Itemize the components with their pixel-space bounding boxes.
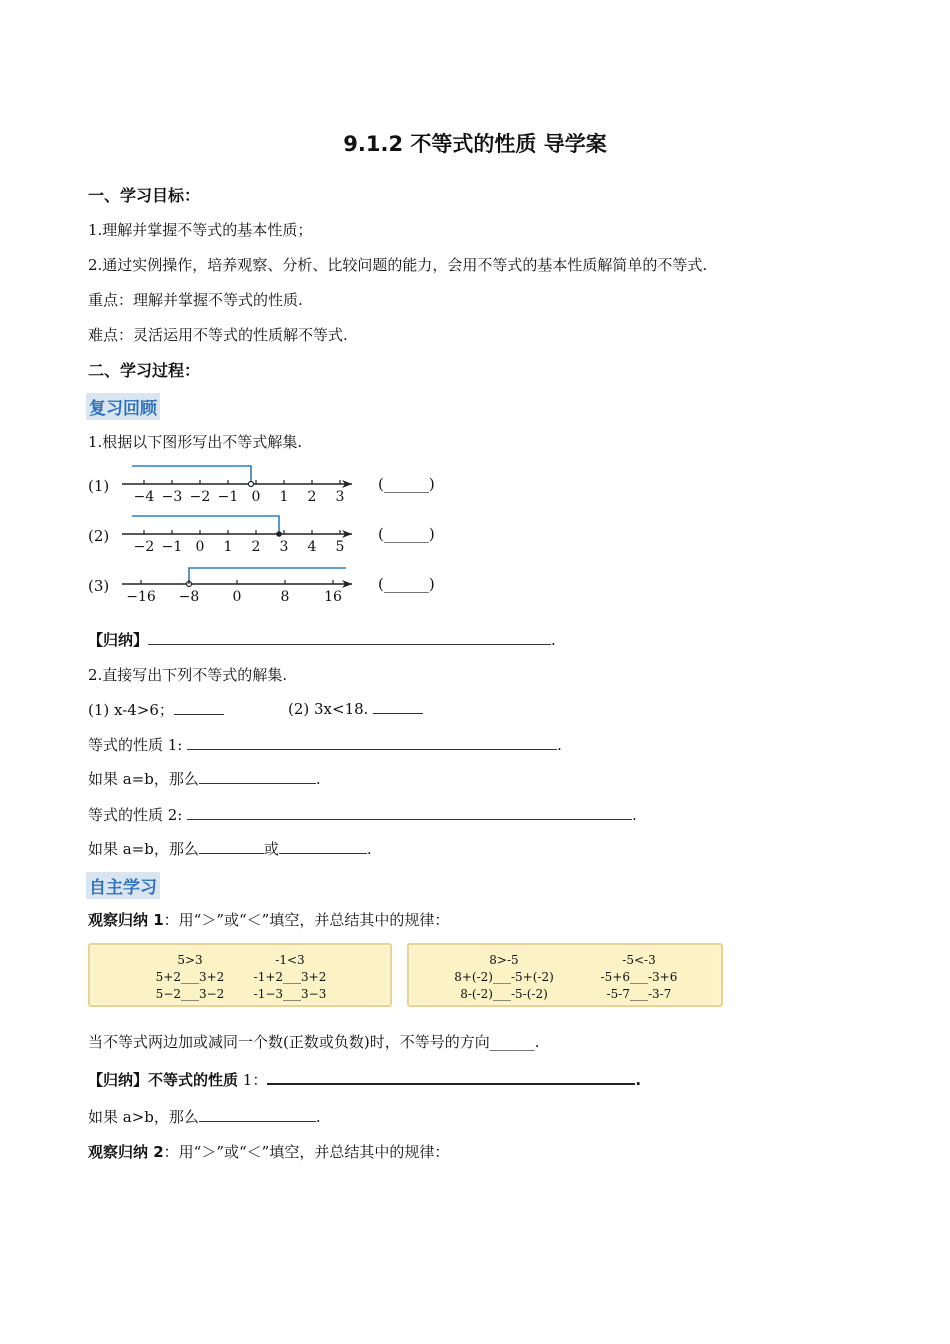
exercise-box-right bbox=[407, 943, 723, 1007]
eq-prop-2-blank[interactable] bbox=[187, 805, 632, 820]
nl3-tick-label: 0 bbox=[232, 589, 242, 605]
q2a-blank[interactable] bbox=[174, 700, 224, 715]
question-1: 1.根据以下图形写出不等式解集. bbox=[88, 433, 303, 451]
if-1-text: 如果 a=b，那么 bbox=[88, 770, 199, 788]
if-3-text: 如果 a>b，那么 bbox=[88, 1108, 199, 1126]
goal-2: 2.通过实例操作，培养观察、分析、比较问题的能力，会用不等式的基本性质解简单的不等式. bbox=[88, 256, 708, 274]
nl1-tick-label: −4 bbox=[133, 489, 155, 505]
observe-1-label: 观察归纳 1 bbox=[88, 911, 164, 929]
number-line-2-label: (2) bbox=[88, 527, 110, 545]
box-right-col2-row2: -5+6___-3+6 bbox=[600, 970, 678, 984]
review-tag: 复习回顾 bbox=[86, 393, 160, 420]
nl1-tick-label: −3 bbox=[161, 489, 183, 505]
section-heading-1: 一、学习目标： bbox=[88, 186, 201, 205]
if-2-blank-b[interactable] bbox=[279, 839, 367, 854]
observe-1-text: ：用“＞”或“＜”填空，并总结其中的规律： bbox=[163, 911, 450, 929]
observe-1-row bbox=[88, 909, 449, 930]
number-line-1 bbox=[118, 462, 358, 507]
observe-2-label: 观察归纳 2 bbox=[88, 1143, 164, 1161]
box-right-col2-row3: -5-7___-3-7 bbox=[606, 987, 672, 1001]
if-1-end: . bbox=[315, 770, 321, 788]
nl2-tick-label: −2 bbox=[133, 539, 155, 555]
nl3-tick-label: −16 bbox=[126, 589, 156, 605]
section-heading-2: 二、学习过程： bbox=[88, 361, 201, 380]
number-line-1-answer[interactable]: (______) bbox=[378, 475, 435, 493]
if-3-end: . bbox=[315, 1108, 321, 1126]
nl2-tick-label: 3 bbox=[279, 539, 289, 555]
induce-1-label: 【归纳】 bbox=[88, 631, 149, 649]
box-right-col2-row1: -5<-3 bbox=[622, 953, 656, 967]
q2b-row bbox=[288, 699, 423, 718]
q2a-text: (1) x-4>6； bbox=[88, 701, 174, 719]
if-2-text: 如果 a=b，那么 bbox=[88, 840, 199, 858]
eq-prop-1-label: 等式的性质 1: bbox=[88, 736, 183, 754]
question-2: 2.直接写出下列不等式的解集. bbox=[88, 666, 288, 684]
number-line-1-label: (1) bbox=[88, 477, 110, 495]
observe-2-text: ：用“＞”或“＜”填空，并总结其中的规律： bbox=[163, 1143, 450, 1161]
induce-2-row bbox=[88, 1069, 641, 1090]
box-left-col2-row2: -1+2___3+2 bbox=[253, 970, 327, 984]
number-line-3-label: (3) bbox=[88, 577, 110, 595]
number-line-3-answer[interactable]: (______) bbox=[378, 575, 435, 593]
difficulty-point: 难点：灵活运用不等式的性质解不等式. bbox=[88, 326, 348, 344]
nl1-tick-label: 1 bbox=[279, 489, 289, 505]
induce-1-blank[interactable] bbox=[148, 628, 551, 645]
goal-1: 1.理解并掌握不等式的基本性质； bbox=[88, 221, 313, 239]
nl1-tick-label: 2 bbox=[307, 489, 317, 505]
if-2-or: 或 bbox=[263, 840, 279, 858]
nl1-tick-label: 0 bbox=[251, 489, 261, 505]
nl2-tick-label: 5 bbox=[335, 539, 345, 555]
eq-prop-1-row bbox=[88, 734, 562, 755]
box-left-col1-row2: 5+2___3+2 bbox=[155, 970, 225, 984]
nl1-tick-label: −1 bbox=[217, 489, 239, 505]
eq-prop-2-row bbox=[88, 804, 637, 825]
if-3-row bbox=[88, 1106, 321, 1127]
conclusion-1: 当不等式两边加或减同一个数(正数或负数)时，不等号的方向______. bbox=[88, 1033, 540, 1051]
induce-2-end: . bbox=[635, 1071, 642, 1089]
box-right-col1-row3: 8-(-2)___-5-(-2) bbox=[460, 987, 548, 1001]
nl2-tick-label: −1 bbox=[161, 539, 183, 555]
q2b-text: (2) 3x<18. bbox=[288, 700, 369, 718]
q2a-row bbox=[88, 699, 224, 720]
box-left-col1-row3: 5−2___3−2 bbox=[155, 987, 225, 1001]
self-study-tag: 自主学习 bbox=[86, 872, 160, 899]
box-left-col2-row3: -1−3___3−3 bbox=[253, 987, 327, 1001]
if-2-end: . bbox=[366, 840, 372, 858]
box-left-col1-row1: 5>3 bbox=[177, 953, 203, 967]
nl2-tick-label: 0 bbox=[195, 539, 205, 555]
induce-2-label: 【归纳】不等式的性质 bbox=[88, 1071, 239, 1089]
number-line-3 bbox=[118, 562, 358, 607]
number-line-2 bbox=[118, 512, 358, 557]
box-left-col2-row1: -1<3 bbox=[275, 953, 305, 967]
eq-prop-1-blank[interactable] bbox=[187, 735, 557, 750]
nl1-tick-label: −2 bbox=[189, 489, 211, 505]
nl2-tick-label: 2 bbox=[251, 539, 261, 555]
if-1-blank[interactable] bbox=[199, 769, 316, 784]
nl2-tick-label: 1 bbox=[223, 539, 233, 555]
exercise-box-left bbox=[88, 943, 392, 1007]
if-1-row bbox=[88, 768, 321, 789]
page-title: 9.1.2 不等式的性质 导学案 bbox=[343, 132, 607, 156]
nl2-tick-label: 4 bbox=[307, 539, 317, 555]
box-right-col1-row1: 8>-5 bbox=[489, 953, 519, 967]
if-2-blank-a[interactable] bbox=[199, 839, 264, 854]
number-line-2-answer[interactable]: (______) bbox=[378, 525, 435, 543]
observe-2-row bbox=[88, 1141, 449, 1162]
induce-1-row bbox=[88, 628, 556, 650]
induce-1-end: . bbox=[551, 631, 556, 649]
induce-2-blank[interactable] bbox=[267, 1069, 635, 1085]
key-point: 重点：理解并掌握不等式的性质. bbox=[88, 291, 303, 309]
box-right-col1-row2: 8+(-2)___-5+(-2) bbox=[454, 970, 554, 984]
eq-prop-1-end: . bbox=[557, 736, 562, 754]
q2b-blank[interactable] bbox=[373, 699, 423, 714]
if-2-row bbox=[88, 838, 372, 859]
induce-2-num: 1： bbox=[238, 1071, 268, 1089]
nl3-tick-label: 16 bbox=[324, 589, 342, 605]
if-3-blank[interactable] bbox=[199, 1107, 316, 1122]
eq-prop-2-label: 等式的性质 2: bbox=[88, 806, 183, 824]
nl1-tick-label: 3 bbox=[335, 489, 345, 505]
nl3-tick-label: 8 bbox=[280, 589, 290, 605]
nl3-tick-label: −8 bbox=[178, 589, 200, 605]
eq-prop-2-end: . bbox=[632, 806, 637, 824]
